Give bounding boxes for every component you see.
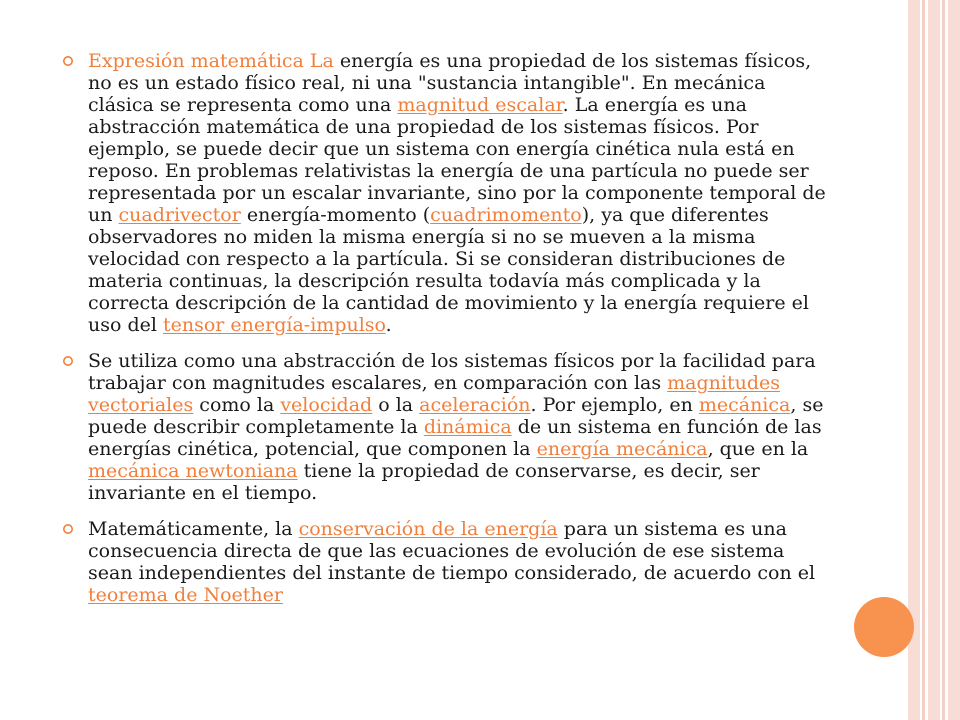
bullet-paragraph <box>60 350 830 504</box>
hyperlink[interactable]: tensor energía-impulso <box>163 314 386 336</box>
hollow-circle-bullet-icon <box>62 523 74 535</box>
paragraph-text: energía es una propiedad de los sistemas físicos, no es un estado físico real, ni una "sustancia intangible". En mecánica clásica se representa como una <box>88 50 812 116</box>
highlighted-text: Expresión matemática La <box>88 50 334 72</box>
hyperlink[interactable]: teorema de Noether <box>88 584 283 606</box>
hollow-circle-bullet-icon <box>62 355 74 367</box>
bullet-paragraph <box>60 518 830 606</box>
bullet-list <box>60 50 830 606</box>
paragraph-text: , se puede describir completamente la <box>88 394 824 438</box>
decorative-stripes <box>908 0 960 720</box>
paragraph-text: , que en la <box>707 438 809 460</box>
paragraph-text: . <box>385 314 392 336</box>
paragraph-text: de un sistema en función de las energías cinética, potencial, que componen la <box>88 416 822 460</box>
hyperlink[interactable]: cuadrimomento <box>430 204 582 226</box>
paragraph-text: energía-momento ( <box>240 204 431 226</box>
hyperlink[interactable]: mecánica newtoniana <box>88 460 298 482</box>
stripe <box>942 0 945 720</box>
paragraph-text: como la <box>193 394 281 416</box>
paragraph-text: para un sistema es una consecuencia directa de que las ecuaciones de evolución de ese sistema sean independientes del instante de tiempo considerado, de acuerdo con el <box>88 518 816 584</box>
hyperlink[interactable]: velocidad <box>280 394 373 416</box>
hyperlink[interactable]: magnitudes vectoriales <box>88 372 781 416</box>
hyperlink[interactable]: conservación de la energía <box>298 518 558 540</box>
paragraph-text: Matemáticamente, la <box>88 518 299 540</box>
hyperlink[interactable]: magnitud escalar <box>397 94 563 116</box>
stripe <box>928 0 940 720</box>
bullet-paragraph <box>60 50 830 336</box>
stripe <box>948 0 960 720</box>
hyperlink[interactable]: cuadrivector <box>118 204 241 226</box>
paragraph-text: ), ya que diferentes observadores no miden la misma energía si no se mueven a la misma velocidad con respecto a la partícula. Si se consideran distribuciones de materia continuas, la descripción resulta todavía más complicada y la correcta descripción de la cantidad de movimiento y la energía requiere el uso del <box>88 204 809 336</box>
paragraph-text: . Por ejemplo, en <box>530 394 699 416</box>
slide-content <box>60 50 830 620</box>
hollow-circle-bullet-icon <box>62 55 74 67</box>
orange-circle-decoration <box>854 597 914 657</box>
paragraph-text: o la <box>372 394 420 416</box>
hyperlink[interactable]: energía mecánica <box>536 438 708 460</box>
hyperlink[interactable]: aceleración <box>419 394 531 416</box>
stripe <box>922 0 925 720</box>
paragraph-text: tiene la propiedad de conservarse, es decir, ser invariante en el tiempo. <box>88 460 760 504</box>
hyperlink[interactable]: dinámica <box>423 416 512 438</box>
paragraph-text: Se utiliza como una abstracción de los sistemas físicos por la facilidad para trabajar con magnitudes escalares, en comparación con las <box>88 350 816 394</box>
paragraph-text: . La energía es una abstracción matemática de una propiedad de los sistemas físicos. Por ejemplo, se puede decir que un sistema con energía cinética nula está en reposo. En problemas relativistas la energía de una partícula no puede ser representada por un escalar invariante, sino por la componente temporal de un <box>88 94 826 226</box>
hyperlink[interactable]: mecánica <box>698 394 791 416</box>
